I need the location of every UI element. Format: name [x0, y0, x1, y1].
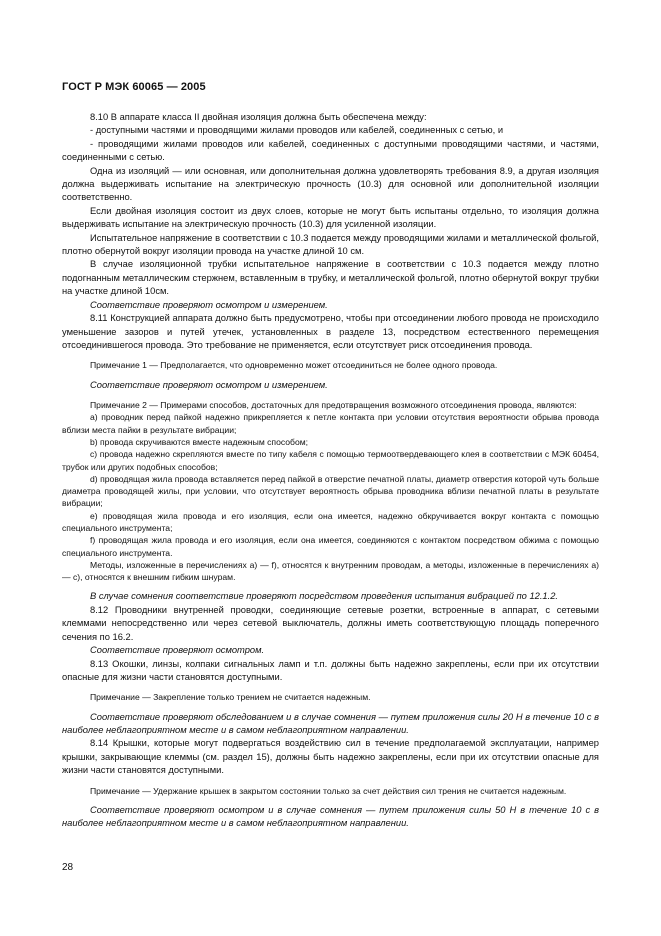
- paragraph: - проводящими жилами проводов или кабелей, соединенных с доступными проводящими частями, и частями, соединенными с сетью.: [62, 138, 599, 163]
- compliance-paragraph: В случае сомнения соответствие проверяют посредством проведения испытания вибрацией по 12.1.2.: [90, 591, 559, 602]
- note: Примечание — Удержание крышек в закрытом состоянии только за счет действия сил трения не считается надежным.: [90, 785, 567, 796]
- note-item: f) проводящая жила провода и его изоляция, если она имеется, соединяются с контактом посредством обжима с помощью специального инструмента.: [62, 535, 599, 558]
- note-item: с) провода надежно скрепляются вместе по типу кабеля с помощью термоотвердевающего клея в соответствии с МЭК 60454, трубок или других подобных способов;: [62, 449, 599, 472]
- paragraph: Одна из изоляций — или основная, или дополнительная должна удовлетворять требования 8.9, а другая изоляция должна выдерживать испытание на электрическую прочность (10.3) для основной или дополнительной изоляции соответственно.: [62, 165, 599, 203]
- note: Примечание 1 — Предполагается, что одновременно может отсоединиться не более одного провода.: [90, 360, 498, 371]
- compliance-paragraph: Соответствие проверяют осмотром.: [90, 645, 265, 656]
- document-body: [62, 111, 599, 831]
- paragraph: 8.11 Конструкцией аппарата должно быть предусмотрено, чтобы при отсоединении любого провода не происходило уменьшение зазоров и путей утечек, установленных в разделе 13, посредством естественного перемещения отсоединившегося провода. Это требование не применяется, если отсутствует риск отсоединения провода.: [62, 313, 599, 350]
- compliance-paragraph: Соответствие проверяют обследованием и в случае сомнения — путем приложения силы 20 Н в течение 10 с в наиболее неблагоприятном месте и в самом неблагоприятном направлении.: [62, 711, 599, 736]
- note-item: а) проводник перед пайкой надежно прикрепляется к петле контакта при условии отсутствия вероятности обрыва провода вблизи места пайки в результате вибрации;: [62, 412, 599, 435]
- paragraph: - доступными частями и проводящими жилами проводов или кабелей, соединенных с сетью, и: [90, 125, 504, 136]
- paragraph: 8.14 Крышки, которые могут подвергаться воздействию сил в течение предполагаемой эксплуатации, например крышки, закрывающие клеммы (см. раздел 15), должны быть надежно закреплены, если при их отсутствии опасные для жизни части становятся доступными.: [62, 738, 599, 776]
- paragraph: 8.12 Проводники внутренней проводки, соединяющие сетевые розетки, встроенные в аппарат, с сетевыми клеммами непосредственно или через сетевой выключатель, должны иметь соответствующую площадь поперечного сечения по 16.2.: [62, 604, 599, 642]
- note: Примечание — Закрепление только трением не считается надежным.: [90, 692, 371, 703]
- paragraph: 8.13 Окошки, линзы, колпаки сигнальных ламп и т.п. должны быть надежно закреплены, если при их отсутствии опасные для жизни части становятся доступными.: [62, 658, 599, 682]
- page-header: ГОСТ Р МЭК 60065 — 2005: [62, 81, 206, 93]
- paragraph: В случае изоляционной трубки испытательное напряжение в соответствии с 10.3 подается между плотно подогнанным металлическим стержнем, вставленным в трубку, и металлической фольгой, плотно обернутой вокруг трубки на участке длиной 10см.: [62, 259, 599, 297]
- paragraph: 8.10 В аппарате класса II двойная изоляция должна быть обеспечена между:: [90, 112, 427, 122]
- note: Примечание 2 — Примерами способов, достаточных для предотвращения возможного отсоединения провода, являются:: [90, 400, 577, 411]
- note-item: d) проводящая жила провода вставляется перед пайкой в отверстие печатной платы, диаметр отверстия которой чуть больше диаметра проводящей жилы, при условии, что отсутствует вероятность обрыва проводника вблизи печатной платы в результате вибрации;: [62, 473, 599, 509]
- paragraph: Если двойная изоляция состоит из двух слоев, которые не могут быть испытаны отдельно, то изоляция должна выдерживать испытание на электрическую прочность (10.3) для усиленной изоляции.: [62, 205, 599, 230]
- paragraph: Испытательное напряжение в соответствии с 10.3 подается между проводящими жилами и металлической фольгой, плотно обернутой вокруг изоляции провода на участке длиной 10 см.: [62, 232, 599, 257]
- note-item: b) провода скручиваются вместе надежным способом;: [90, 436, 309, 447]
- compliance-paragraph: Соответствие проверяют осмотром и измерением.: [90, 379, 328, 390]
- page-number: 28: [62, 862, 74, 873]
- note-item: е) проводящая жила провода и его изоляция, если она имеется, надежно обкручивается вокруг контакта с помощью специального инструмента;: [62, 510, 599, 533]
- compliance-paragraph: Соответствие проверяют осмотром и в случае сомнения — путем приложения силы 50 Н в течение 10 с в наиболее неблагоприятном месте и в самом неблагоприятном направлении.: [62, 804, 599, 829]
- note-item: Методы, изложенные в перечислениях а) — f), относятся к внутренним проводам, а методы, изложенные в перечислениях а) — с), относятся к внешним гибким шнурам.: [62, 559, 599, 583]
- compliance-paragraph: Соответствие проверяют осмотром и измерением.: [90, 299, 328, 310]
